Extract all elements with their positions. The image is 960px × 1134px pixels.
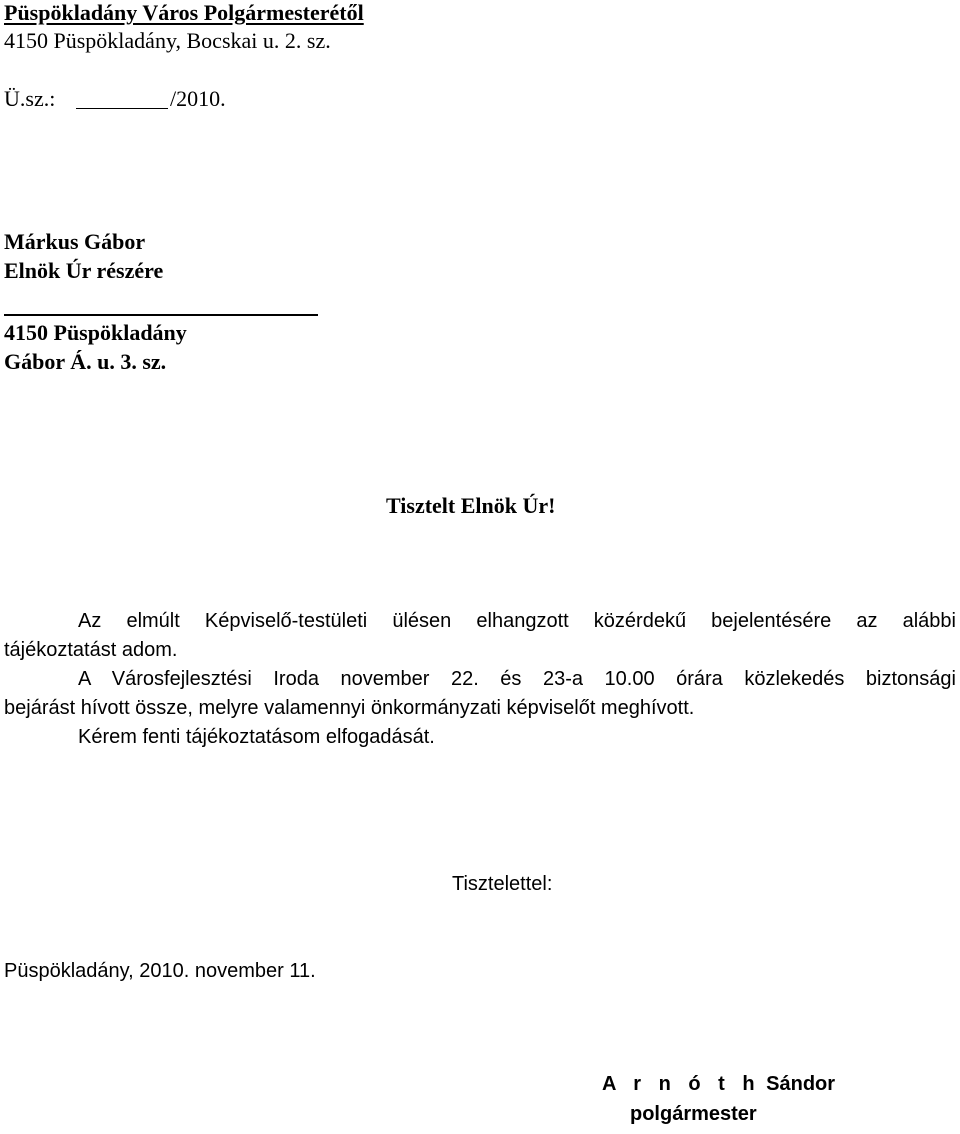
body-paragraph-1-line-1: Az elmúlt Képviselő-testületi ülésen elhangzott közérdekű bejelentésére az alábbi: [78, 610, 956, 632]
reference-label: Ü.sz.:: [4, 86, 56, 111]
recipient-title: Elnök Úr részére: [4, 258, 164, 283]
recipient-divider: [4, 314, 318, 316]
salutation: Tisztelt Elnök Úr!: [386, 493, 556, 518]
body-paragraph-3: Kérem fenti tájékoztatásom elfogadását.: [78, 726, 435, 748]
signature-name-last: Sándor: [766, 1073, 836, 1095]
reference-year: /2010.: [170, 86, 226, 111]
place-date: Püspökladány, 2010. november 11.: [4, 960, 316, 982]
recipient-street: Gábor Á. u. 3. sz.: [4, 349, 167, 374]
body-paragraph-2-line-1: A Városfejlesztési Iroda november 22. és 23-a 10.00 órára közlekedés biztonsági: [78, 668, 956, 690]
signature-name-spaced: A r n ó t h: [602, 1073, 761, 1095]
reference-number-blank: [76, 108, 168, 109]
recipient-city: 4150 Püspökladány: [4, 320, 187, 345]
recipient-name: Márkus Gábor: [4, 229, 146, 254]
signature-role: polgármester: [630, 1103, 757, 1125]
sender-address: 4150 Püspökladány, Bocskai u. 2. sz.: [4, 28, 331, 53]
closing: Tisztelettel:: [452, 873, 553, 895]
signature-name: [602, 1073, 835, 1096]
body-paragraph-1-line-2: tájékoztatást adom.: [4, 639, 178, 661]
body-paragraph-2-line-2: bejárást hívott össze, melyre valamennyi önkormányzati képviselőt meghívott.: [4, 697, 695, 719]
sender-office: Püspökladány Város Polgármesterétől: [4, 0, 364, 25]
